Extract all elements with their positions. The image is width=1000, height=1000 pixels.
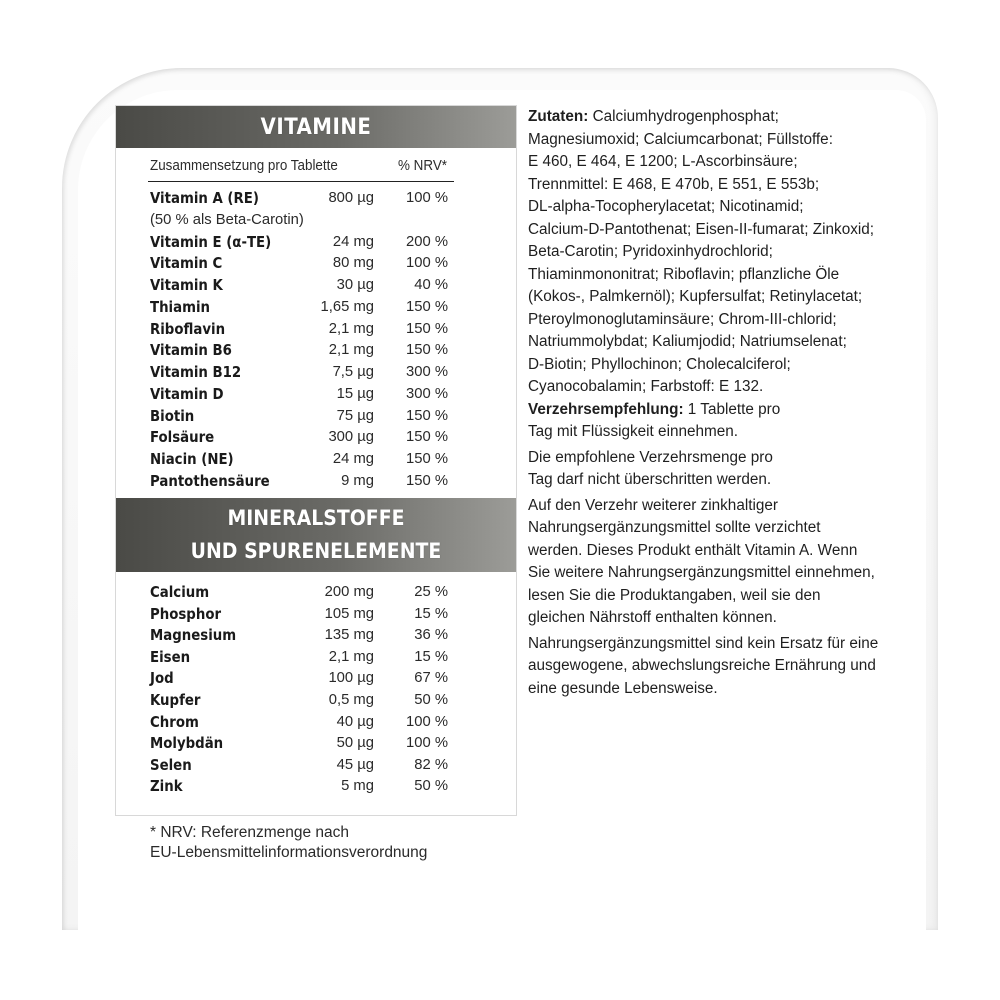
table-row xyxy=(150,449,450,470)
warning-text: werden. Dieses Produkt enthält Vitamin A. Wenn xyxy=(528,541,858,559)
nutrient-amount: 15 µg xyxy=(336,385,374,402)
table-row xyxy=(150,755,450,776)
nutrient-amount: 100 µg xyxy=(328,670,374,687)
ingredients-text: Pteroylmonoglutaminsäure; Chrom-III-chlorid; xyxy=(528,310,837,328)
text-line xyxy=(528,106,898,129)
warning-text: Nahrungsergänzungsmittel sollte verzichtet xyxy=(528,519,821,536)
nutrient-nrv: 200 % xyxy=(406,233,448,250)
warning-text: Tag darf nicht überschritten werden. xyxy=(528,471,772,488)
nutrient-name: Chrom xyxy=(150,713,199,731)
nutrient-name: Kupfer xyxy=(150,692,201,709)
nutrient-nrv: 150 % xyxy=(406,298,448,315)
nutrient-amount: 40 µg xyxy=(336,713,374,730)
nutrient-name: Vitamin C xyxy=(150,255,223,273)
nutrient-name: Jod xyxy=(150,670,174,688)
table-row xyxy=(150,188,450,209)
text-line xyxy=(528,196,898,219)
nutrient-nrv: 15 % xyxy=(414,648,448,665)
text-line xyxy=(528,376,898,399)
nutrient-amount: 24 mg xyxy=(332,451,374,467)
table-row xyxy=(150,297,450,318)
nutrient-amount: 105 mg xyxy=(324,605,374,622)
nutrient-name: Magnesium xyxy=(150,627,237,645)
text-line xyxy=(528,399,898,422)
composition-header: Zusammensetzung pro Tablette xyxy=(150,158,338,174)
ingredients-text: Cyanocobalamin; Farbstoff: E 132. xyxy=(528,378,764,395)
nutrient-amount: 2,1 mg xyxy=(328,648,374,665)
text-line xyxy=(528,174,898,197)
nutrient-nrv: 100 % xyxy=(406,255,448,272)
footnote-line2: EU-Lebensmittelinformationsverordnung xyxy=(150,844,428,861)
vitamine-title: VITAMINE xyxy=(260,115,372,140)
nutrient-name: Folsäure xyxy=(150,429,215,447)
mineralstoffe-title-line2: UND SPURENELEMENTE xyxy=(190,539,442,563)
text-line xyxy=(528,331,898,354)
nutrient-nrv: 100 % xyxy=(406,735,448,752)
warning-text: Die empfohlene Verzehrsmenge pro xyxy=(528,448,773,466)
table-row xyxy=(150,362,450,383)
nutrient-nrv: 150 % xyxy=(406,407,448,424)
text-line xyxy=(528,421,898,444)
nutrient-name: Niacin (NE) xyxy=(150,451,234,468)
table-row xyxy=(150,340,450,361)
warning-text: Sie weitere Nahrungsergänzungsmittel einnehmen, xyxy=(528,564,875,581)
ingredients-text: Natriummolybdat; Kaliumjodid; Natriumselenat; xyxy=(528,333,847,350)
ingredients-text: Magnesiumoxid; Calciumcarbonat; Füllstoffe: xyxy=(528,130,833,148)
text-line xyxy=(528,309,898,332)
nutrient-name: Thiamin xyxy=(150,298,211,316)
nutrient-name: Pantothensäure xyxy=(150,472,270,490)
warning-text: Nahrungsergänzungsmittel sind kein Ersatz für eine xyxy=(528,634,879,652)
table-row xyxy=(150,319,450,340)
nutrient-amount: 45 µg xyxy=(336,756,374,773)
nutrient-nrv: 50 % xyxy=(414,692,448,708)
nutrient-amount: 80 mg xyxy=(332,255,374,272)
table-row xyxy=(150,582,450,603)
nutrient-nrv: 150 % xyxy=(406,429,448,446)
text-line xyxy=(528,151,898,174)
dosage-text: Tag mit Flüssigkeit einnehmen. xyxy=(528,423,739,440)
nrv-header: % NRV* xyxy=(398,158,448,174)
table-row xyxy=(150,647,450,668)
nutrient-nrv: 150 % xyxy=(406,320,448,337)
table-row xyxy=(150,406,450,427)
nutrient-nrv: 100 % xyxy=(406,713,448,730)
warning-text: ausgewogene, abwechslungsreiche Ernährung und xyxy=(528,657,876,674)
table-row xyxy=(150,712,450,733)
nutrient-amount: 30 µg xyxy=(336,277,374,293)
warning-text: lesen Sie die Produktangaben, weil sie den xyxy=(528,586,821,604)
nutrient-nrv: 40 % xyxy=(414,277,448,293)
nutrient-nrv: 15 % xyxy=(414,605,448,622)
mineralstoffe-title-line1: MINERALSTOFFE xyxy=(227,506,405,530)
nutrient-nrv: 50 % xyxy=(414,778,448,795)
text-line xyxy=(528,447,898,470)
text-line xyxy=(528,562,898,585)
table-row xyxy=(150,210,450,231)
text-line xyxy=(528,607,898,630)
nutrient-name: Phosphor xyxy=(150,605,222,623)
warning-text: gleichen Nährstoff enthalten können. xyxy=(528,609,777,626)
warning-text: Auf den Verzehr weiterer zinkhaltiger xyxy=(528,496,778,514)
zutaten-label: Zutaten: xyxy=(528,108,589,125)
nutrient-amount: 300 µg xyxy=(328,429,374,446)
text-line xyxy=(528,241,898,264)
nutrient-name: Vitamin A (RE) xyxy=(150,190,259,207)
nutrient-name: Biotin xyxy=(150,407,195,425)
table-row xyxy=(150,253,450,274)
text-line xyxy=(528,469,898,492)
table-row xyxy=(150,733,450,754)
table-row xyxy=(150,668,450,689)
nutrient-note: (50 % als Beta-Carotin) xyxy=(150,211,304,228)
nutrient-nrv: 150 % xyxy=(406,472,448,489)
mineralstoffe-header-band xyxy=(116,498,516,572)
nutrient-name: Zink xyxy=(150,778,183,796)
nutrient-amount: 75 µg xyxy=(336,407,374,424)
table-row xyxy=(150,604,450,625)
nutrient-amount: 800 µg xyxy=(328,190,374,206)
nutrient-amount: 200 mg xyxy=(324,584,374,600)
nutrient-nrv: 300 % xyxy=(406,385,448,402)
ingredients-text: D-Biotin; Phyllochinon; Cholecalciferol; xyxy=(528,355,791,373)
table-row xyxy=(150,471,450,492)
nutrient-nrv: 25 % xyxy=(414,584,448,600)
nutrient-amount: 135 mg xyxy=(324,627,374,644)
nutrient-nrv: 67 % xyxy=(414,670,448,687)
nutrient-name: Molybdän xyxy=(150,735,224,753)
nutrient-amount: 2,1 mg xyxy=(328,342,374,359)
ingredients-text: DL-alpha-Tocopherylacetat; Nicotinamid; xyxy=(528,198,804,215)
text-line xyxy=(528,286,898,309)
nutrient-name: Vitamin D xyxy=(150,385,224,403)
nutrient-amount: 24 mg xyxy=(332,233,374,250)
footnote-line1: * NRV: Referenzmenge nach xyxy=(150,824,350,841)
header-rule xyxy=(148,181,454,182)
table-row xyxy=(150,384,450,405)
table-row xyxy=(150,275,450,296)
nutrient-nrv: 36 % xyxy=(414,627,448,644)
table-row xyxy=(150,776,450,797)
warning-text: eine gesunde Lebensweise. xyxy=(528,679,718,697)
text-line xyxy=(528,655,898,678)
nutrient-amount: 7,5 µg xyxy=(332,364,374,380)
nutrient-nrv: 82 % xyxy=(414,756,448,773)
ingredients-text: Trennmittel: E 468, E 470b, E 551, E 553b; xyxy=(528,175,820,193)
ingredients-text: Thiaminmononitrat; Riboflavin; pflanzliche Öle xyxy=(528,265,840,283)
ingredients-text: E 460, E 464, E 1200; L-Ascorbinsäure; xyxy=(528,153,798,170)
table-row xyxy=(150,690,450,711)
nutrient-nrv: 150 % xyxy=(406,342,448,359)
table-row xyxy=(150,427,450,448)
text-line xyxy=(528,495,898,518)
vitamine-header-band xyxy=(116,106,516,148)
nutrient-nrv: 100 % xyxy=(406,190,448,206)
nutrient-name: Riboflavin xyxy=(150,320,226,338)
nutrient-amount: 1,65 mg xyxy=(320,298,374,315)
text-line xyxy=(528,129,898,152)
text-line xyxy=(528,633,898,656)
nutrient-name: Calcium xyxy=(150,584,210,601)
nutrient-name: Vitamin B6 xyxy=(150,342,232,360)
table-row xyxy=(150,625,450,646)
nutrient-amount: 2,1 mg xyxy=(328,320,374,337)
text-line xyxy=(528,219,898,242)
table-row xyxy=(150,232,450,253)
text-line xyxy=(528,517,898,540)
nutrient-amount: 5 mg xyxy=(341,778,374,795)
text-line xyxy=(528,540,898,563)
nutrient-amount: 50 µg xyxy=(336,735,374,752)
verzehr-label: Verzehrsempfehlung: xyxy=(528,400,684,418)
ingredients-text: Calcium-D-Pantothenat; Eisen-II-fumarat; Zinkoxid; xyxy=(528,220,875,238)
text-line xyxy=(528,678,898,701)
text-line xyxy=(528,264,898,287)
dosage-text: 1 Tablette pro xyxy=(683,400,781,418)
text-line xyxy=(528,354,898,377)
nutrient-nrv: 300 % xyxy=(406,364,448,380)
nutrient-name: Vitamin E (α-TE) xyxy=(150,233,272,251)
ingredients-text: Calciumhydrogenphosphat; xyxy=(588,108,779,125)
ingredients-text: (Kokos-, Palmkernöl); Kupfersulfat; Retinylacetat; xyxy=(528,288,863,305)
text-line xyxy=(528,585,898,608)
nutrient-name: Vitamin K xyxy=(150,277,223,294)
ingredients-text: Beta-Carotin; Pyridoxinhydrochlorid; xyxy=(528,243,773,260)
nutrient-amount: 0,5 mg xyxy=(328,692,374,708)
nutrient-amount: 9 mg xyxy=(341,472,374,489)
nutrient-name: Vitamin B12 xyxy=(150,364,242,381)
nutrient-name: Eisen xyxy=(150,648,191,666)
nutrient-nrv: 150 % xyxy=(406,451,448,467)
nutrient-name: Selen xyxy=(150,756,192,774)
